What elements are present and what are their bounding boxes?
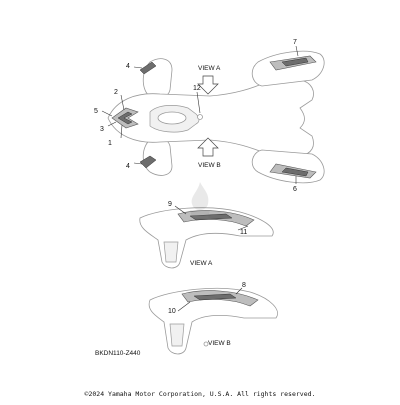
diagram-code: BKDN110-Z440 bbox=[95, 350, 141, 357]
callout-6: 6 bbox=[293, 186, 297, 193]
view-b-arrow-label: VIEW B bbox=[198, 162, 221, 169]
view-a-arrow bbox=[198, 76, 218, 94]
rear-fender-left-top bbox=[252, 150, 324, 183]
callout-9: 9 bbox=[168, 201, 172, 208]
copyright-notice: ©2024 Yamaha Motor Corporation, U.S.A. All rights reserved. bbox=[84, 390, 316, 398]
cap-emblem bbox=[198, 115, 203, 120]
fuel-cap-area bbox=[158, 112, 186, 124]
callout-11: 11 bbox=[240, 229, 248, 236]
view-b-lower-panel bbox=[170, 324, 184, 346]
callout-1: 1 bbox=[108, 140, 112, 147]
callout-5: 5 bbox=[94, 108, 98, 115]
front-fender-upper bbox=[140, 59, 172, 98]
view-b-section-label: VIEW B bbox=[208, 340, 231, 347]
view-a-arrow-label: VIEW A bbox=[198, 65, 221, 72]
view-a-section-label: VIEW A bbox=[190, 260, 213, 267]
callout-3: 3 bbox=[100, 126, 104, 133]
callout-7: 7 bbox=[293, 39, 297, 46]
callout-8: 8 bbox=[242, 282, 246, 289]
callout-4-upper: 4 bbox=[126, 63, 130, 70]
front-fender-lower bbox=[140, 138, 172, 175]
callout-4-lower: 4 bbox=[126, 163, 130, 170]
callout-12: 12 bbox=[193, 85, 201, 92]
callout-10: 10 bbox=[168, 308, 176, 315]
rear-fender-right-top bbox=[252, 51, 324, 86]
view-a-lower-panel bbox=[164, 242, 178, 262]
callout-2: 2 bbox=[114, 89, 118, 96]
watermark-logo bbox=[186, 180, 214, 220]
